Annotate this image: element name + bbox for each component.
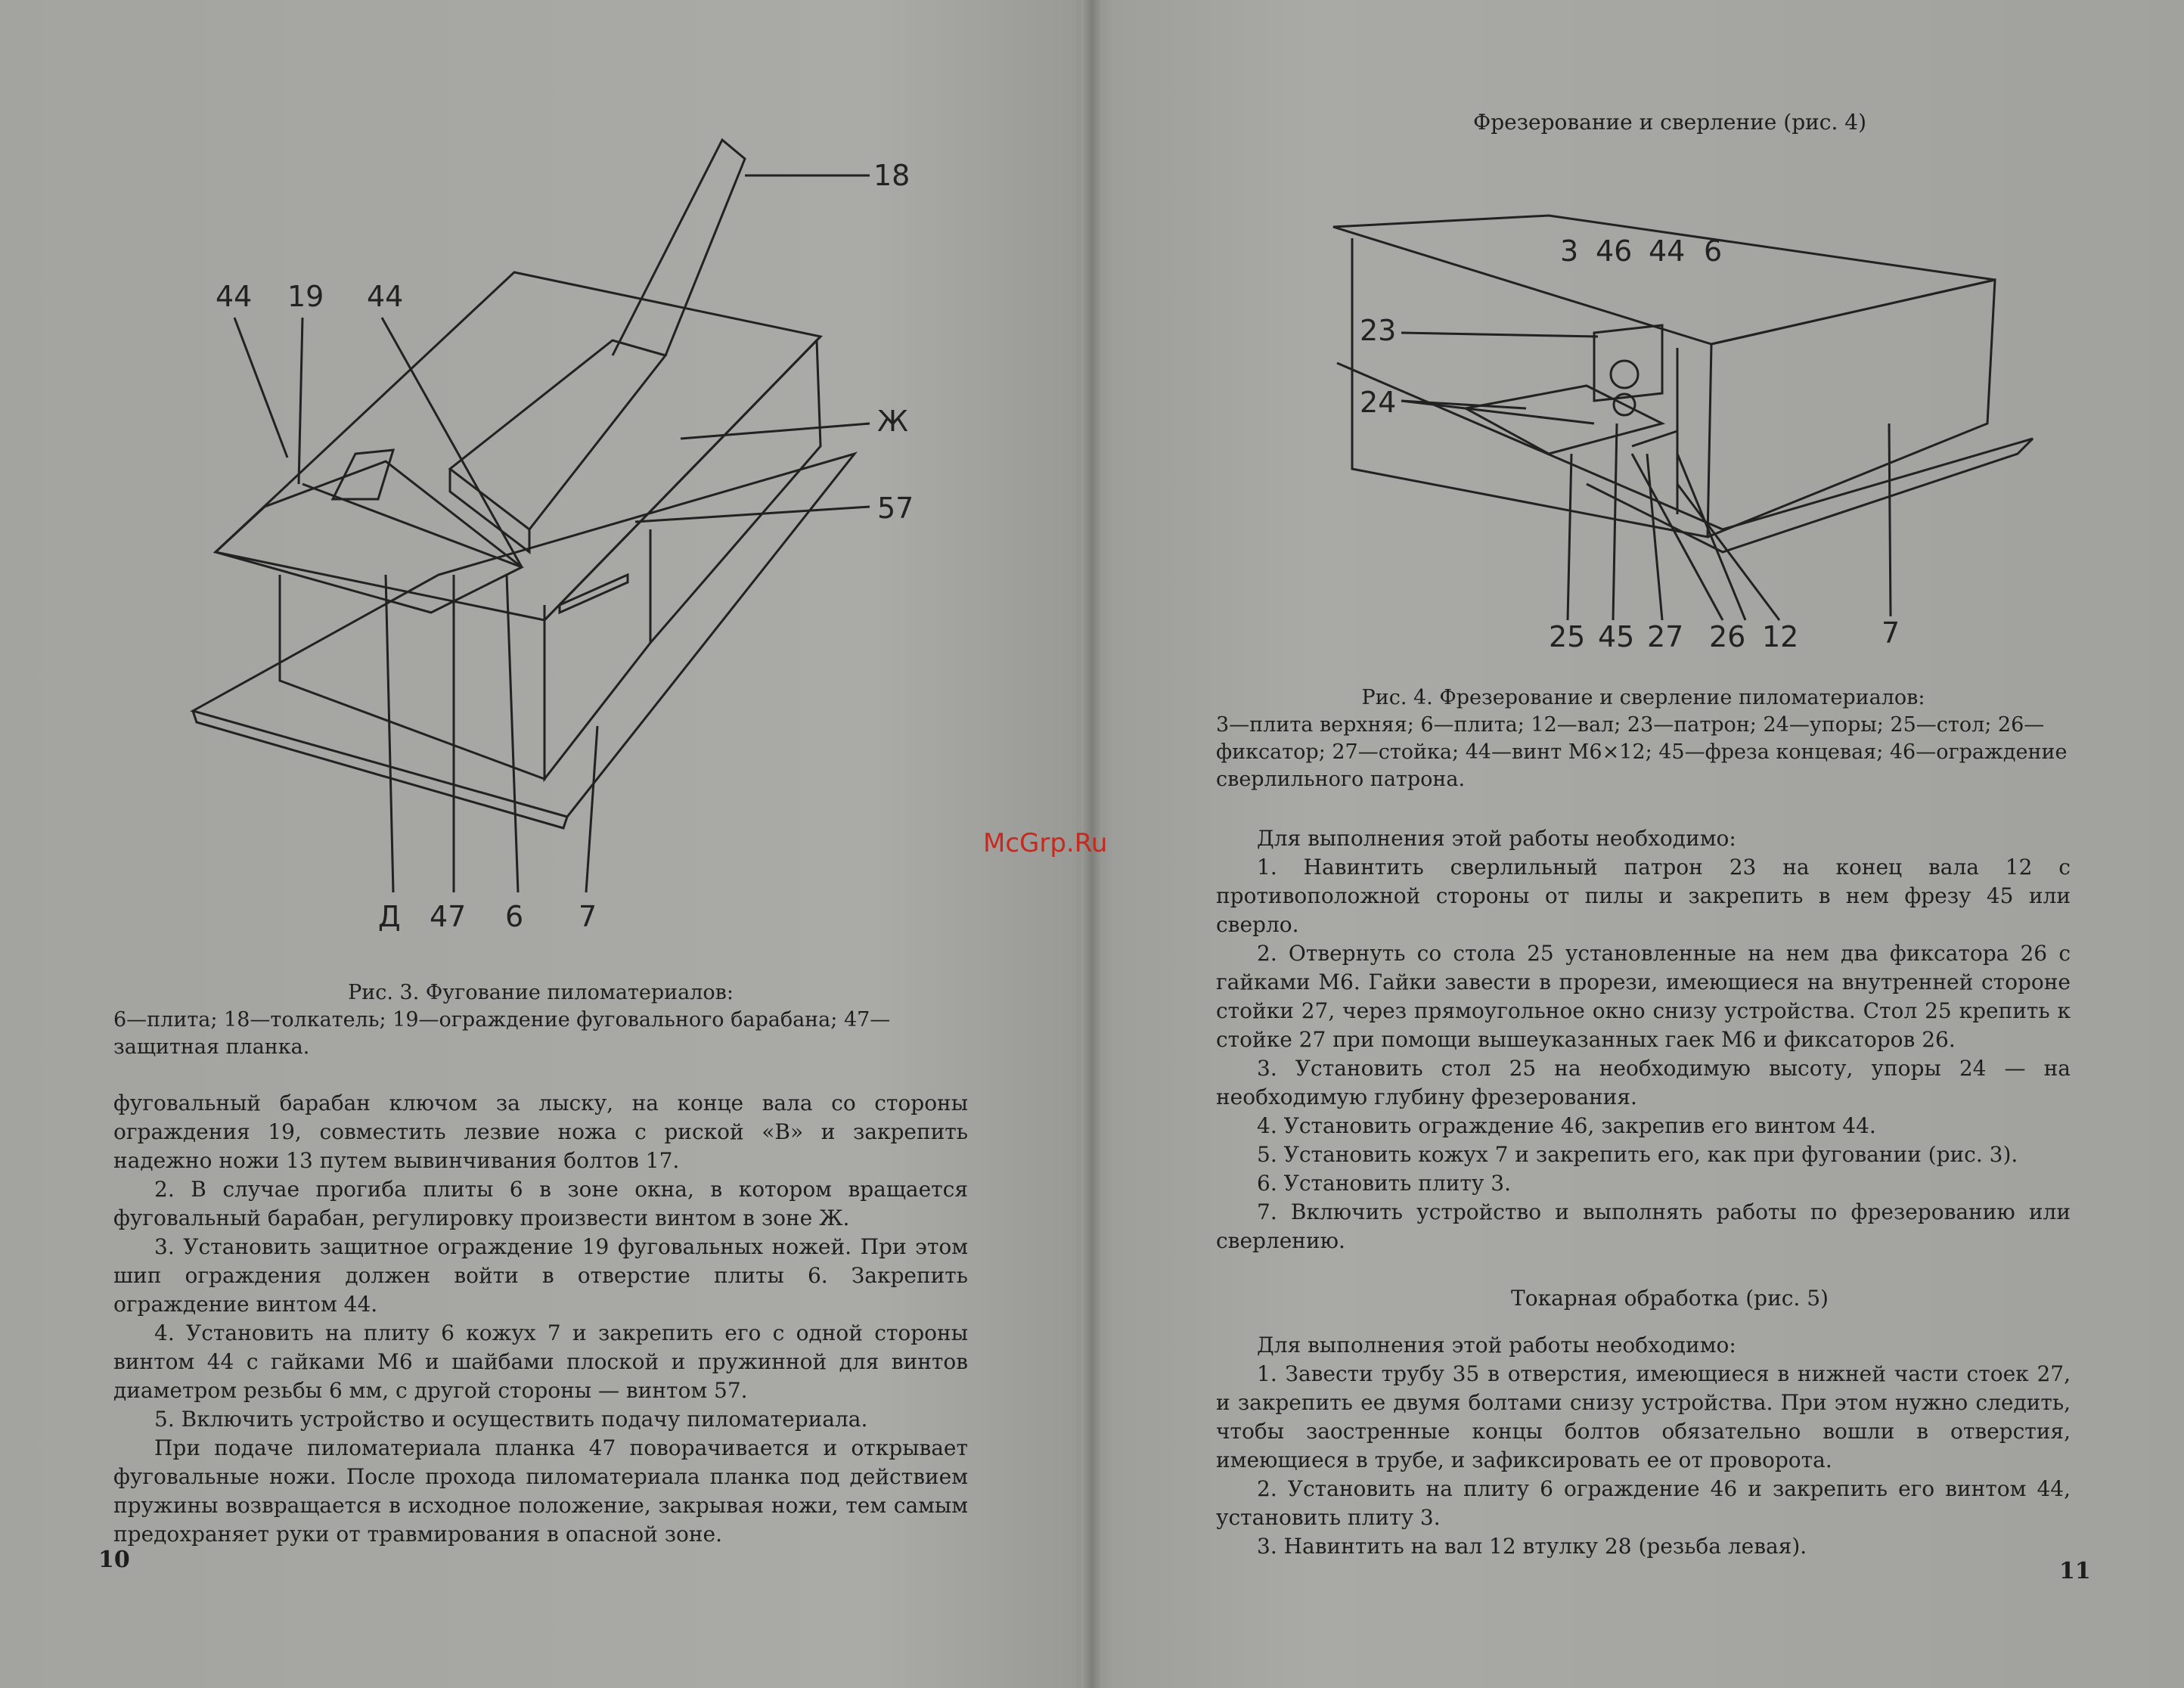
right-body-text-2 — [1216, 1331, 2071, 1561]
milling-step-3: 3. Установить стол 25 на необходимую высоту, упоры 24 — на необходимую глубину фрезерования. — [1216, 1056, 2071, 1109]
figure-3-caption-title: Рис. 3. Фугование пиломатериалов: — [348, 981, 734, 1004]
fig4-label-11: 7 — [1882, 616, 1900, 650]
fig4-label-9: 26 — [1709, 620, 1746, 653]
page-number-left: 10 — [98, 1547, 130, 1573]
figure-3-caption-legend: 6—плита; 18—толкатель; 19—ограждение фуговального барабана; 47—защитная планка. — [113, 1008, 891, 1059]
milling-step-2: 2. Отвернуть со стола 25 установленные на нем два фиксатора 26 с гайками М6. Гайки завести в прорези, имеющиеся на внутренней стороне стойки 27, через прямоугольное окно снизу устройства. Стол 25 крепить к стойке 27 при помощи вышеуказанных гаек М6 и фиксаторов 26. — [1216, 941, 2071, 1052]
fig4-label-4: 23 — [1360, 314, 1397, 347]
page-number-right: 11 — [2059, 1558, 2091, 1584]
fig4-label-1: 46 — [1596, 234, 1633, 268]
turning-step-2: 2. Установить на плиту 6 ограждение 46 и закрепить его винтом 44, установить плиту 3. — [1216, 1476, 2071, 1530]
milling-step-4: 4. Установить ограждение 46, закрепив его винтом 44. — [1257, 1113, 1876, 1138]
left-paragraph-0: фуговальный барабан ключом за лыску, на конце вала со стороны ограждения 19, совместить лезвие ножа с риской «В» и закрепить надежно ножи 13 путем вывинчивания болтов 17. — [113, 1091, 968, 1173]
milling-step-6: 6. Установить плиту 3. — [1257, 1171, 1511, 1196]
intro-milling: Для выполнения этой работы необходимо: — [1257, 826, 1736, 851]
section-heading-milling: Фрезерование и сверление (рис. 4) — [1473, 110, 1866, 135]
right-page — [1103, 0, 2184, 1688]
figure-4-milling-diagram — [1103, 0, 2184, 681]
fig4-label-0: 3 — [1560, 234, 1579, 268]
fig4-label-2: 44 — [1649, 234, 1686, 268]
left-paragraph-4: 5. Включить устройство и осуществить подачу пиломатериала. — [154, 1407, 868, 1432]
fig3-label-3: 18 — [873, 159, 911, 192]
left-page — [0, 0, 1081, 1688]
fig3-label-6: Д — [378, 900, 401, 933]
right-body-text — [1216, 824, 2071, 1255]
figure-3-caption — [113, 979, 968, 1061]
figure-3-jointing-diagram — [0, 0, 1081, 938]
milling-step-5: 5. Установить кожух 7 и закрепить его, как при фуговании (рис. 3). — [1257, 1142, 2018, 1167]
left-paragraph-2: 3. Установить защитное ограждение 19 фуговальных ножей. При этом шип ограждения должен войти в отверстие плиты 6. Закрепить ограждение винтом 44. — [113, 1234, 968, 1317]
turning-step-1: 1. Завести трубу 35 в отверстия, имеющиеся в нижней части стоек 27, и закрепить ее двумя болтами снизу устройства. При этом нужно следить, чтобы заостренные концы болтов обязательно вошли в отверстия, имеющиеся в трубе, и зафиксировать ее от проворота. — [1216, 1361, 2071, 1472]
section-heading-turning: Токарная обработка (рис. 5) — [1511, 1286, 1829, 1311]
left-paragraph-5: При подаче пиломатериала планка 47 поворачивается и открывает фуговальные ножи. После прохода пиломатериала планка под действием пружины возвращается в исходное положение, закрывая ножи, тем самым предохраняет руки от травмирования в опасной зоне. — [113, 1435, 968, 1547]
fig3-label-9: 7 — [579, 900, 597, 933]
fig3-label-1: 19 — [287, 280, 324, 313]
fig3-label-4: Ж — [877, 405, 908, 438]
fig4-label-8: 27 — [1647, 620, 1684, 653]
milling-step-7: 7. Включить устройство и выполнять работы по фрезерованию или сверлению. — [1216, 1199, 2071, 1253]
intro-turning: Для выполнения этой работы необходимо: — [1257, 1333, 1736, 1358]
left-paragraph-3: 4. Установить на плиту 6 кожух 7 и закрепить его с одной стороны винтом 44 с гайками М6 и шайбами плоской и пружинной для винтов диаметром резьбы 6 мм, с другой стороны — винтом 57. — [113, 1320, 968, 1403]
figure-4-caption-legend: 3—плита верхняя; 6—плита; 12—вал; 23—патрон; 24—упоры; 25—стол; 26—фиксатор; 27—стойка; 44—винт М6×12; 45—фреза концевая; 46—ограждение сверлильного патрона. — [1216, 713, 2068, 791]
left-paragraph-1: 2. В случае прогиба плиты 6 в зоне окна, в котором вращается фуговальный барабан, регулировку произвести винтом в зоне Ж. — [113, 1177, 968, 1230]
fig4-label-5: 24 — [1360, 386, 1397, 419]
fig4-label-3: 6 — [1704, 234, 1723, 268]
figure-4-caption-title: Рис. 4. Фрезерование и сверление пиломатериалов: — [1361, 686, 1925, 709]
fig4-label-6: 25 — [1549, 620, 1586, 653]
turning-step-3: 3. Навинтить на вал 12 втулку 28 (резьба левая). — [1257, 1534, 1807, 1559]
figure-4-caption — [1216, 684, 2071, 793]
fig3-label-5: 57 — [877, 492, 914, 525]
fig3-label-2: 44 — [367, 280, 404, 313]
left-body-text — [113, 1089, 968, 1549]
fig3-label-0: 44 — [216, 280, 253, 313]
milling-step-1: 1. Навинтить сверлильный патрон 23 на конец вала 12 с противоположной стороны от пилы и закрепить в нем фрезу 45 или сверло. — [1216, 855, 2071, 937]
fig3-label-7: 47 — [430, 900, 467, 933]
fig4-label-10: 12 — [1762, 620, 1799, 653]
fig4-label-7: 45 — [1598, 620, 1635, 653]
fig3-label-8: 6 — [505, 900, 524, 933]
watermark-logo: McGrp.Ru — [983, 828, 1108, 858]
